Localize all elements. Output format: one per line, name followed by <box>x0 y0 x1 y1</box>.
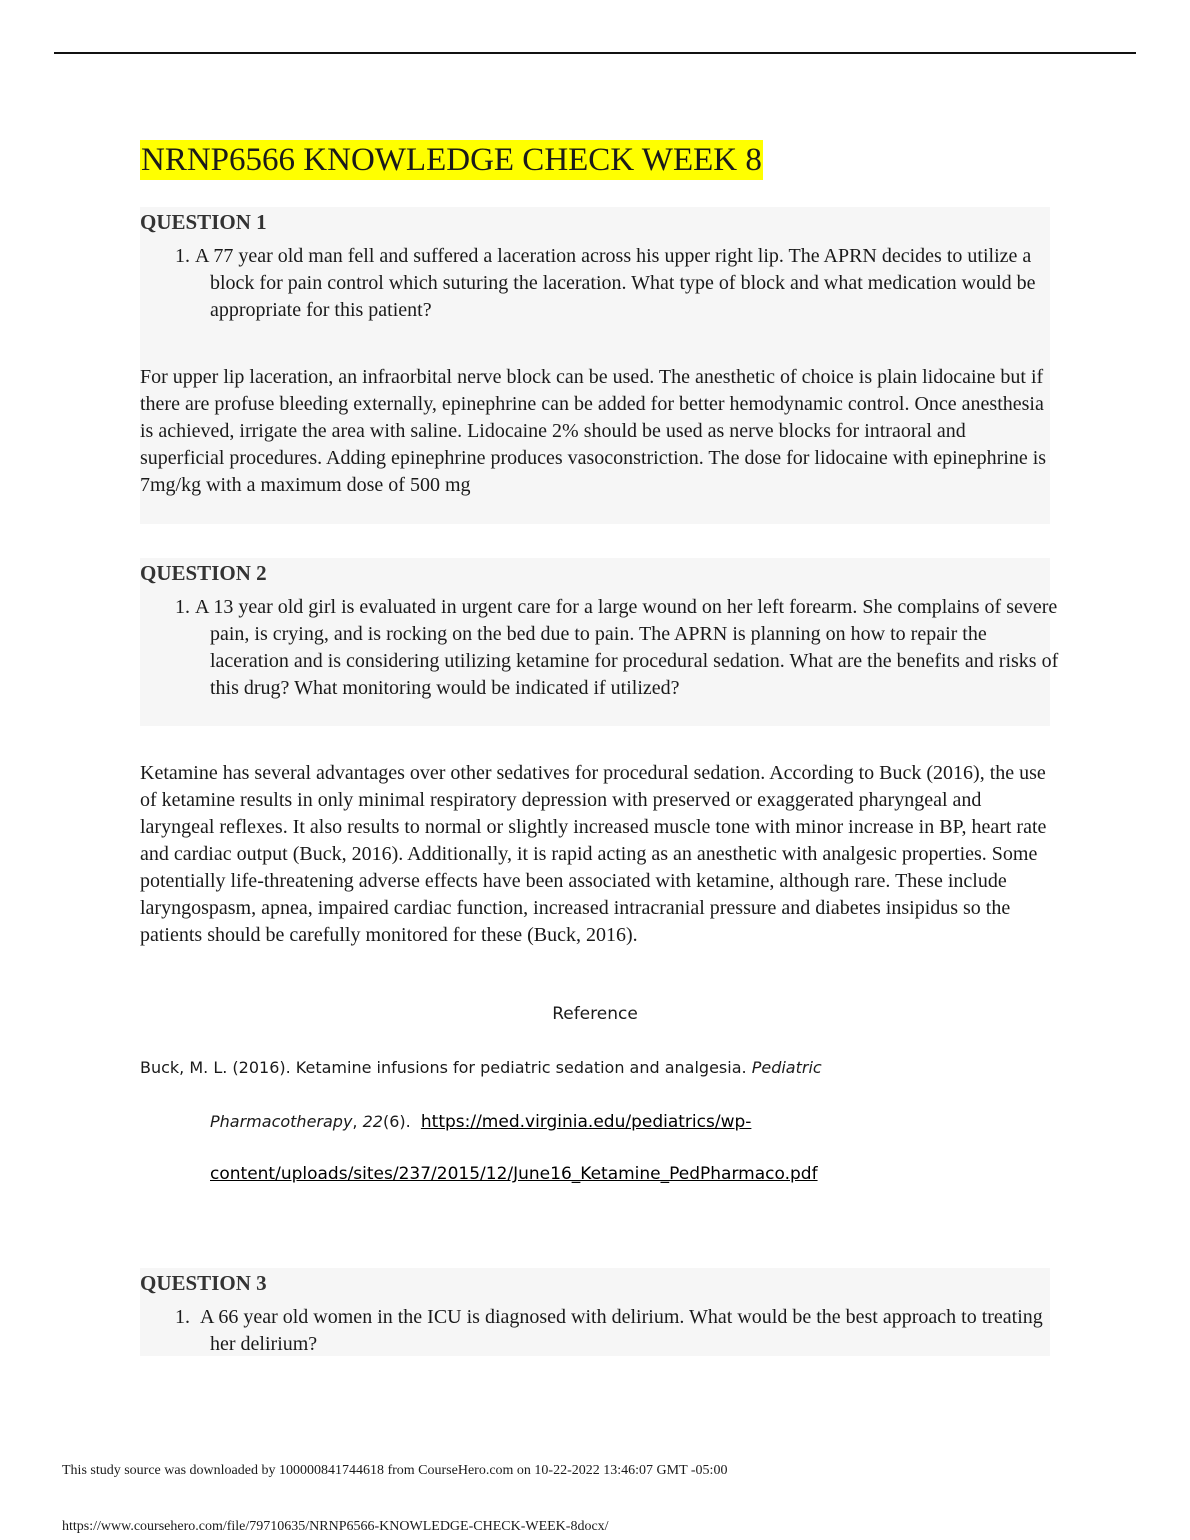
question-number: 1. <box>175 245 190 267</box>
question-block <box>140 1268 1050 1356</box>
reference-journal-cont: Pharmacotherapy <box>210 1112 353 1131</box>
question-heading: QUESTION 1 <box>140 210 267 234</box>
answer-text: Ketamine has several advantages over other sedatives for procedural sedation. According to Buck (2016), the use of ketamine results in only minimal respiratory depression with preserved or exaggerated pharyngeal and laryngeal reflexes. It also results to normal or slightly increased muscle tone with minor increase in BP, heart rate and cardiac output (Buck, 2016). Additionally, it is rapid acting as an anesthetic with analgesic properties. Some potentially life-threatening adverse effects have been associated with ketamine, although rare. These include laryngospasm, apnea, impaired cardiac function, increased intracranial pressure and diabetes insipidus so the patients should be carefully monitored for these (Buck, 2016). <box>140 762 1047 946</box>
document-title: NRNP6566 KNOWLEDGE CHECK WEEK 8 <box>141 142 762 178</box>
question-text <box>175 243 1070 324</box>
reference-issue: (6). <box>382 1112 411 1131</box>
reference-heading: Reference <box>552 1004 638 1024</box>
reference-entry-line3 <box>210 1162 818 1186</box>
reference-link-cont[interactable]: content/uploads/sites/237/2015/12/June16_Ketamine_PedPharmaco.pdf <box>210 1164 818 1184</box>
question-block <box>140 558 1059 726</box>
reference-separator: , <box>352 1112 363 1131</box>
reference-volume: 22 <box>362 1112 383 1131</box>
question-number: 1. <box>175 596 190 618</box>
reference-authors: Buck, M. L. (2016). Ketamine infusions for pediatric sedation and analgesia. <box>140 1058 747 1077</box>
reference-link[interactable]: https://med.virginia.edu/pediatrics/wp- <box>420 1112 752 1132</box>
reference-journal: Pediatric <box>751 1058 822 1077</box>
reference-entry-line1 <box>140 1056 822 1080</box>
question-block <box>140 207 1050 524</box>
question-body: A 77 year old man fell and suffered a laceration across his upper right lip. The APRN decides to utilize a block for pain control which suturing the laceration. What type of block and what medication would be appropriate for this patient? <box>195 245 1036 321</box>
top-rule <box>54 52 1136 54</box>
question-text <box>175 594 1070 702</box>
footer-source-line: This study source was downloaded by 100000841744618 from CourseHero.com on 10-22-2022 13:46:07 GMT -05:00 <box>62 1463 728 1478</box>
question-body: A 13 year old girl is evaluated in urgent care for a large wound on her left forearm. She complains of severe pain, is crying, and is rocking on the bed due to pain. The APRN is planning on how to repair the laceration and is considering utilizing ketamine for procedural sedation. What are the benefits and risks of this drug? What monitoring would be indicated if utilized? <box>195 596 1059 699</box>
question-heading: QUESTION 2 <box>140 561 267 585</box>
reference-entry-line2 <box>210 1110 751 1134</box>
footer-url[interactable]: https://www.coursehero.com/file/79710635/NRNP6566-KNOWLEDGE-CHECK-WEEK-8docx/ <box>62 1519 609 1534</box>
question-heading: QUESTION 3 <box>140 1271 267 1295</box>
question-number: 1. <box>175 1306 190 1328</box>
question-body: A 66 year old women in the ICU is diagnosed with delirium. What would be the best approach to treating her delirium? <box>200 1306 1043 1355</box>
answer-text: For upper lip laceration, an infraorbital nerve block can be used. The anesthetic of choice is plain lidocaine but if there are profuse bleeding externally, epinephrine can be added for better hemodynamic control. Once anesthesia is achieved, irrigate the area with saline. Lidocaine 2% should be used as nerve blocks for intraoral and superficial procedures. Adding epinephrine produces vasoconstriction. The dose for lidocaine with epinephrine is 7mg/kg with a maximum dose of 500 mg <box>140 366 1047 496</box>
question-text <box>175 1304 1070 1358</box>
